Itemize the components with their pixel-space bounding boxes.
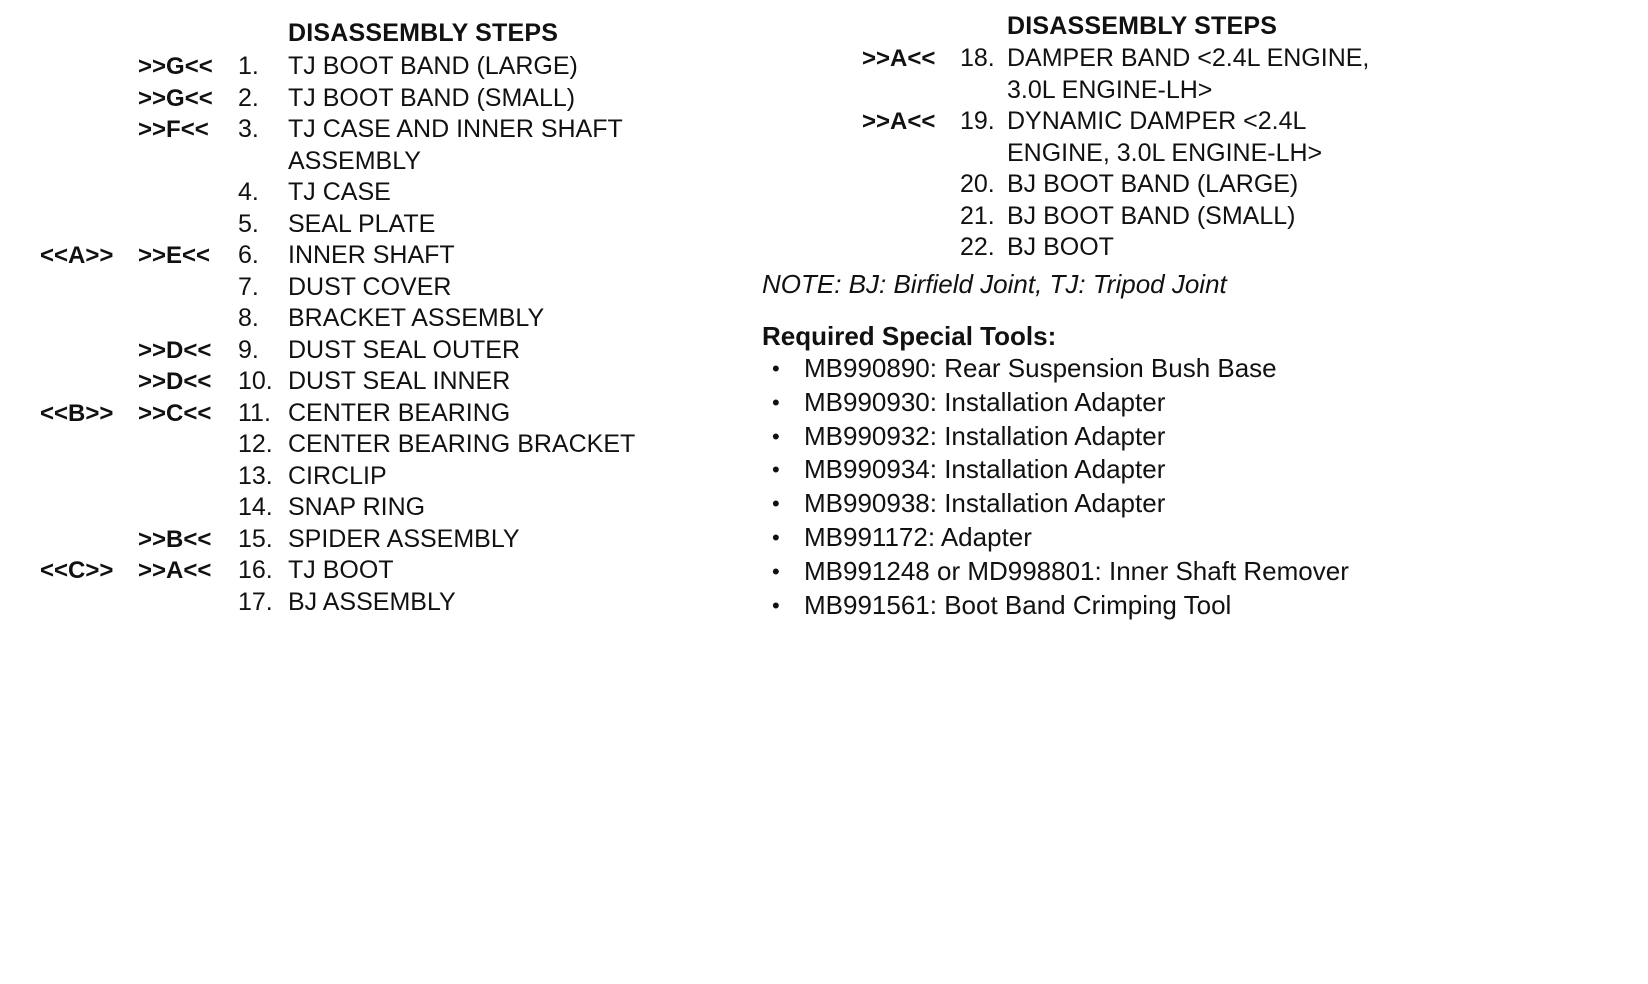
step-text-line: BJ ASSEMBLY <box>288 587 456 616</box>
tool-item <box>772 487 1349 521</box>
step-text <box>288 461 700 493</box>
tool-text: MB990934: Installation Adapter <box>804 454 1166 485</box>
step-number: 15. <box>238 524 273 553</box>
step-item <box>700 201 1460 233</box>
step-item <box>0 398 700 430</box>
step-text <box>288 177 700 209</box>
step-text-line: BJ BOOT BAND (LARGE) <box>1007 170 1299 198</box>
bullet-icon: • <box>772 423 780 449</box>
right-steps-heading: DISASSEMBLY STEPS <box>1007 12 1278 40</box>
step-number: 17. <box>238 587 273 616</box>
special-tools-list <box>772 352 1349 622</box>
bullet-icon: • <box>772 491 780 517</box>
step-text <box>1007 201 1460 233</box>
step-item <box>0 51 700 83</box>
service-mark-installation: >>A<< <box>862 108 936 135</box>
step-text-line: DUST SEAL INNER <box>288 367 511 395</box>
step-text <box>288 524 700 556</box>
step-text-line: CIRCLIP <box>288 461 387 490</box>
tool-item <box>772 352 1349 386</box>
step-text-line: ASSEMBLY <box>288 146 421 175</box>
step-text <box>288 492 700 524</box>
step-number: 20. <box>960 170 995 198</box>
step-number: 12. <box>238 430 273 458</box>
step-text <box>288 366 700 398</box>
step-text-line: SNAP RING <box>288 493 426 521</box>
step-text-line: DUST SEAL OUTER <box>288 335 520 364</box>
step-number: 14. <box>238 493 273 521</box>
step-text-line: BRACKET ASSEMBLY <box>288 304 545 332</box>
step-item <box>700 106 1460 169</box>
service-mark-installation: >>D<< <box>138 368 212 395</box>
step-item <box>0 272 700 304</box>
joint-abbreviation-note: NOTE: BJ: Birfield Joint, TJ: Tripod Joint <box>762 269 1227 299</box>
step-text <box>288 51 700 83</box>
step-text <box>1007 232 1460 264</box>
step-text-line: CENTER BEARING BRACKET <box>288 430 636 458</box>
service-mark-installation: >>G<< <box>138 84 213 112</box>
step-text <box>288 335 700 367</box>
step-text <box>1007 43 1460 106</box>
step-number: 9. <box>238 335 259 364</box>
step-number: 3. <box>238 115 259 143</box>
step-number: 4. <box>238 178 259 206</box>
step-item <box>0 209 700 241</box>
tool-text: MB991248 or MD998801: Inner Shaft Remover <box>804 555 1349 586</box>
step-number: 19. <box>960 107 995 135</box>
tool-text: MB990890: Rear Suspension Bush Base <box>804 353 1277 383</box>
tool-text: MB990930: Installation Adapter <box>804 386 1166 417</box>
step-number: 6. <box>238 241 259 269</box>
step-number: 11. <box>238 398 271 427</box>
service-mark-installation: >>E<< <box>138 242 211 269</box>
service-mark-installation: >>D<< <box>138 336 212 364</box>
step-number: 21. <box>960 201 995 230</box>
step-item <box>0 429 700 461</box>
step-text-line: SEAL PLATE <box>288 209 436 238</box>
tool-text: MB991172: Adapter <box>804 521 1032 552</box>
bullet-icon: • <box>772 389 780 415</box>
tool-item <box>772 453 1349 487</box>
service-mark-installation: >>A<< <box>138 557 212 584</box>
step-number: 2. <box>238 83 259 112</box>
step-item <box>0 555 700 587</box>
step-item <box>0 587 700 619</box>
step-item <box>0 240 700 272</box>
tool-text: MB990932: Installation Adapter <box>804 420 1166 451</box>
bullet-icon: • <box>772 592 780 618</box>
tool-text: MB991561: Boot Band Crimping Tool <box>804 589 1232 620</box>
tool-item <box>772 555 1349 589</box>
service-mark-installation: >>B<< <box>138 525 212 553</box>
tool-item <box>772 521 1349 555</box>
step-text <box>288 209 700 241</box>
step-item <box>0 366 700 398</box>
bullet-icon: • <box>772 558 780 584</box>
step-text <box>288 303 700 335</box>
step-text <box>288 398 700 430</box>
step-text-line: CENTER BEARING <box>288 398 511 427</box>
step-text-line: TJ CASE AND INNER SHAFT <box>288 115 623 143</box>
step-item <box>0 335 700 367</box>
step-text-line: TJ BOOT BAND (LARGE) <box>288 52 578 80</box>
tool-item <box>772 420 1349 454</box>
right-steps-list <box>700 43 1460 264</box>
step-number: 10. <box>238 367 273 395</box>
step-number: 13. <box>238 461 273 490</box>
step-item <box>0 177 700 209</box>
tool-text: MB990938: Installation Adapter <box>804 488 1166 519</box>
step-item <box>0 461 700 493</box>
step-item <box>700 43 1460 106</box>
step-text <box>288 83 700 115</box>
step-text <box>1007 106 1460 169</box>
step-text <box>288 555 700 587</box>
step-text <box>288 429 700 461</box>
left-steps-list <box>0 51 700 618</box>
step-item <box>0 524 700 556</box>
step-number: 18. <box>960 44 995 72</box>
step-item <box>700 169 1460 201</box>
step-item <box>700 232 1460 264</box>
service-mark-installation: >>A<< <box>862 45 936 72</box>
step-number: 16. <box>238 556 273 584</box>
step-text-line: INNER SHAFT <box>288 241 455 269</box>
step-text-line: DUST COVER <box>288 272 452 301</box>
step-text <box>288 272 700 304</box>
service-mark-removal: <<B>> <box>40 399 114 427</box>
bullet-icon: • <box>772 457 780 483</box>
special-tools-heading: Required Special Tools: <box>762 321 1057 351</box>
step-number: 22. <box>960 233 995 261</box>
step-item <box>0 303 700 335</box>
step-text-line: BJ BOOT BAND (SMALL) <box>1007 201 1296 230</box>
step-number: 8. <box>238 304 259 332</box>
step-item <box>0 492 700 524</box>
tool-item <box>772 589 1349 623</box>
step-text <box>288 240 700 272</box>
step-text-line: TJ BOOT <box>288 556 394 584</box>
step-text <box>288 587 700 619</box>
step-text-line: DYNAMIC DAMPER <2.4L <box>1007 107 1307 135</box>
bullet-icon: • <box>772 356 780 381</box>
step-item <box>0 114 700 177</box>
step-number: 5. <box>238 209 259 238</box>
step-text-line: DAMPER BAND <2.4L ENGINE, <box>1007 44 1370 72</box>
step-text <box>288 114 700 177</box>
service-mark-removal: <<A>> <box>40 242 114 269</box>
step-text-line: ENGINE, 3.0L ENGINE-LH> <box>1007 138 1323 167</box>
bullet-icon: • <box>772 524 780 550</box>
step-text <box>1007 169 1460 201</box>
tool-item <box>772 386 1349 420</box>
service-mark-installation: >>F<< <box>138 116 209 143</box>
step-number: 7. <box>238 272 259 301</box>
service-mark-installation: >>G<< <box>138 53 213 80</box>
step-item <box>0 83 700 115</box>
step-text-line: BJ BOOT <box>1007 233 1114 261</box>
left-steps-heading: DISASSEMBLY STEPS <box>288 19 559 47</box>
step-text-line: SPIDER ASSEMBLY <box>288 524 520 553</box>
step-text-line: TJ BOOT BAND (SMALL) <box>288 83 576 112</box>
step-number: 1. <box>238 52 259 80</box>
step-text-line: 3.0L ENGINE-LH> <box>1007 75 1213 104</box>
service-mark-installation: >>C<< <box>138 399 212 427</box>
service-mark-removal: <<C>> <box>40 557 114 584</box>
step-text-line: TJ CASE <box>288 178 391 206</box>
